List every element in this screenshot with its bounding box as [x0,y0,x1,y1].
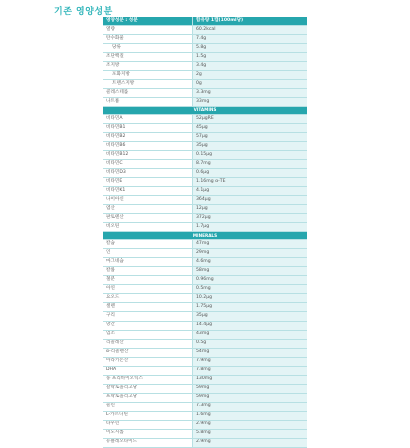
table-row [103,429,307,438]
nutrient-value: 10.2μg [193,294,308,303]
nutrient-name: 비타민K1 [103,187,193,196]
nutrition-table-body [103,17,307,447]
nutrient-name: 망간 [103,321,193,330]
nutrient-name: 이노시톨 [103,429,193,438]
table-row [103,98,307,107]
nutrient-name: 아연 [103,285,193,294]
nutrient-name: 풍 프리바이오틱스 [103,375,193,384]
page-title: 기존 영양성분 [54,7,113,17]
nutrient-name: DHA [103,366,193,375]
nutrient-name: 조단백질 [103,53,193,62]
nutrient-name: 엽산 [103,205,193,214]
nutrient-name: 타우린 [103,420,193,429]
nutrient-name: 철분 [103,276,193,285]
nutrient-name: 포화지방 [103,71,193,80]
nutrient-name: 비타민B6 [103,142,193,151]
nutrient-value: 7.9mg [193,357,308,366]
section-title: MINERALS [103,232,307,240]
nutrient-name: 탄수화물 [103,35,193,44]
table-row [103,151,307,160]
nutrient-value: 54mg [193,348,308,357]
nutrient-value: 1.16mg α-TE [193,178,308,187]
table-row [103,303,307,312]
nutrient-name: 비타민E [103,178,193,187]
nutrient-name: 조지방 [103,62,193,71]
table-row [103,205,307,214]
table-row [103,196,307,205]
header-name-cell: 영양성분 : 성분 [103,17,193,26]
nutrient-value: 29mg [193,249,308,258]
table-row [103,267,307,276]
table-row [103,285,307,294]
table-row [103,384,307,393]
table-row [103,44,307,53]
table-row [103,357,307,366]
nutrient-value: 52μgRE [193,115,308,124]
table-row [103,438,307,447]
nutrient-name: 나이아신 [103,196,193,205]
nutrient-value: 5.8mg [193,429,308,438]
table-row [103,160,307,169]
table-row [103,89,307,98]
table-row [103,276,307,285]
nutrient-value: 7.3mg [193,402,308,411]
nutrient-name: 나트륨 [103,98,193,107]
table-row [103,312,307,321]
nutrient-value: 45μg [193,124,308,133]
table-row [103,258,307,267]
nutrient-name: α-리놀렌산 [103,348,193,357]
nutrient-value: 12μg [193,205,308,214]
nutrient-name: 칼슘 [103,240,193,249]
table-row [103,321,307,330]
table-row [103,71,307,80]
nutrient-value: 59mg [193,393,308,402]
nutrient-value: 4.1μg [193,187,308,196]
nutrient-name: 셀렌 [103,303,193,312]
nutrient-name: L-카르니틴 [103,411,193,420]
nutrient-value: 364μg [193,196,308,205]
table-row [103,330,307,339]
nutrient-value: 3.3mg [193,89,308,98]
nutrient-value: 8.7mg [193,160,308,169]
nutrient-value: 43mg [193,330,308,339]
table-row [103,223,307,232]
nutrient-value: 372μg [193,214,308,223]
table-row [103,393,307,402]
table-row [103,249,307,258]
section-header-row [103,107,307,115]
nutrient-name: 칼륨 [103,267,193,276]
nutrient-value: 0.6μg [193,169,308,178]
table-row [103,214,307,223]
nutrient-value: 2g [193,71,308,80]
table-row [103,80,307,89]
nutrient-name: 뉴클레오타이드 [103,438,193,447]
table-row [103,366,307,375]
table-row [103,62,307,71]
table-row [103,420,307,429]
nutrient-value: 33mg [193,98,308,107]
nutrient-value: 0.15μg [193,151,308,160]
nutrition-table [103,17,307,448]
nutrient-value: 0.96mg [193,276,308,285]
nutrient-value: 14.4μg [193,321,308,330]
nutrient-value: 4.6mg [193,258,308,267]
nutrient-name: 프락토올리고당 [103,393,193,402]
nutrient-value: 7.8mg [193,366,308,375]
nutrient-name: 당류 [103,44,193,53]
nutrient-name: 구리 [103,312,193,321]
section-title: VITAMINS [103,107,307,115]
nutrient-name: 리놀레산 [103,339,193,348]
nutrient-value: 1.5g [193,53,308,62]
table-row [103,411,307,420]
section-header-row [103,232,307,240]
nutrient-name: 비타민A [103,115,193,124]
nutrient-name: 아라키돈산 [103,357,193,366]
nutrient-value: 59mg [193,384,308,393]
nutrient-value: 5.8g [193,44,308,53]
nutrient-name: 비타민B2 [103,133,193,142]
nutrient-name: 인 [103,249,193,258]
nutrient-value: 35μg [193,312,308,321]
nutrient-value: 3.4g [193,62,308,71]
table-row [103,53,307,62]
table-row [103,187,307,196]
nutrient-name: 판토텐산 [103,214,193,223]
nutrient-name: 비타민C [103,160,193,169]
table-row [103,375,307,384]
table-row [103,115,307,124]
table-row [103,133,307,142]
nutrient-value: 0g [193,80,308,89]
nutrient-value: 0.5mg [193,285,308,294]
nutrient-name: 비타민B1 [103,124,193,133]
table-header-row [103,17,307,26]
nutrient-name: 트랜스지방 [103,80,193,89]
table-row [103,339,307,348]
header-value-cell: 함유량 1캡(100ml당) [193,17,308,26]
nutrient-name: 염소 [103,330,193,339]
nutrient-value: 57μg [193,133,308,142]
nutrient-name: 요오드 [103,294,193,303]
nutrient-name: 열량 [103,26,193,35]
nutrient-name: 비타민D3 [103,169,193,178]
nutrient-value: 0.5g [193,339,308,348]
table-row [103,169,307,178]
nutrient-value: 7.4g [193,35,308,44]
nutrient-name: 콜린 [103,402,193,411]
nutrient-value: 2.9mg [193,438,308,447]
nutrient-value: 1.6mg [193,411,308,420]
table-row [103,142,307,151]
table-row [103,348,307,357]
nutrient-name: 비오틴 [103,223,193,232]
nutrient-value: 35μg [193,142,308,151]
nutrient-value: 1.75μg [193,303,308,312]
nutrient-name: 마그네슘 [103,258,193,267]
nutrient-value: 47mg [193,240,308,249]
nutrient-name: 비타민B12 [103,151,193,160]
nutrient-value: 58mg [193,267,308,276]
nutrient-value: 130mg [193,375,308,384]
nutrient-name: 콜레스테롤 [103,89,193,98]
table-row [103,124,307,133]
nutrient-name: 갈락토올리고당 [103,384,193,393]
table-row [103,35,307,44]
table-row [103,178,307,187]
table-row [103,294,307,303]
nutrient-value: 1.7μg [193,223,308,232]
nutrient-value: 60.2kcal [193,26,308,35]
nutrient-value: 2.9mg [193,420,308,429]
table-row [103,26,307,35]
table-row [103,240,307,249]
